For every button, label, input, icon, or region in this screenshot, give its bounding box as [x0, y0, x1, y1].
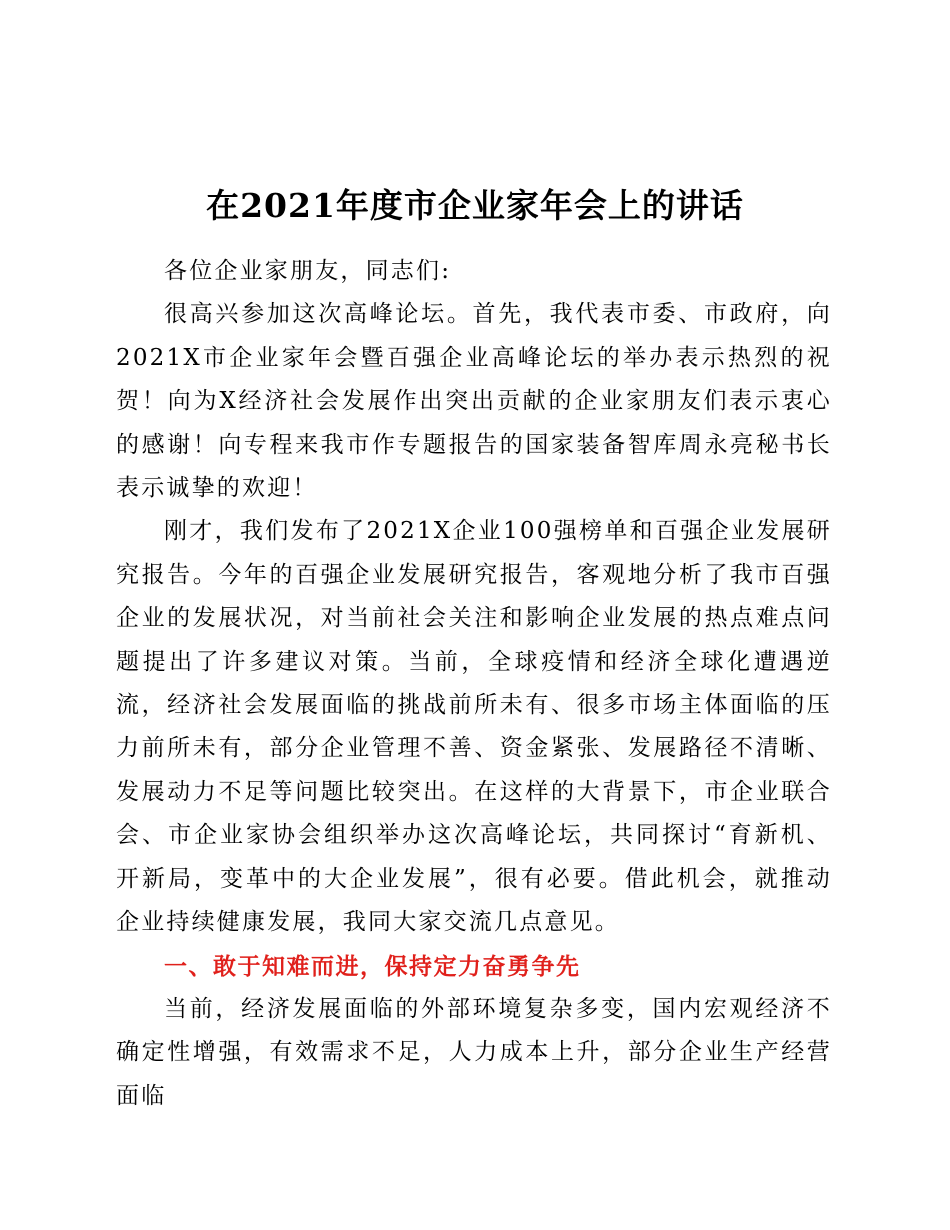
opening-paragraph: 很高兴参加这次高峰论坛。首先，我代表市委、市政府，向2021X市企业家年会暨百强企业高峰论坛的举办表示热烈的祝贺！向为X经济社会发展作出突出贡献的企业家朋友们表示衷心的感谢！向专程来我市作专题报告的国家装备智库周永亮秘书长表示诚挚的欢迎！ — [116, 301, 832, 502]
section-heading: 一、敢于知难而进，保持定力奋勇争先 — [164, 952, 581, 980]
greeting-paragraph: 各位企业家朋友，同志们: — [164, 258, 452, 284]
document-body — [116, 250, 832, 1118]
document-title: 在2021年度市企业家年会上的讲话 — [206, 186, 744, 225]
context-paragraph: 刚才，我们发布了2021X企业100强榜单和百强企业发展研究报告。今年的百强企业发展研究报告，客观地分析了我市百强企业的发展状况，对当前社会关注和影响企业发展的热点难点问题提出了许多建议对策。当前，全球疫情和经济全球化遭遇逆流，经济社会发展面临的挑战前所未有、很多市场主体面临的压力前所未有，部分企业管理不善、资金紧张、发展路径不清晰、发展动力不足等问题比较突出。在这样的大背景下，市企业联合会、市企业家协会组织举办这次高峰论坛，共同探讨“育新机、开新局，变革中的大企业发展”，很有必要。借此机会，就推动企业持续健康发展，我同大家交流几点意见。 — [116, 518, 832, 936]
section-paragraph: 当前，经济发展面临的外部环境复杂多变，国内宏观经济不确定性增强，有效需求不足，人力成本上升，部分企业生产经营面临 — [116, 995, 832, 1109]
